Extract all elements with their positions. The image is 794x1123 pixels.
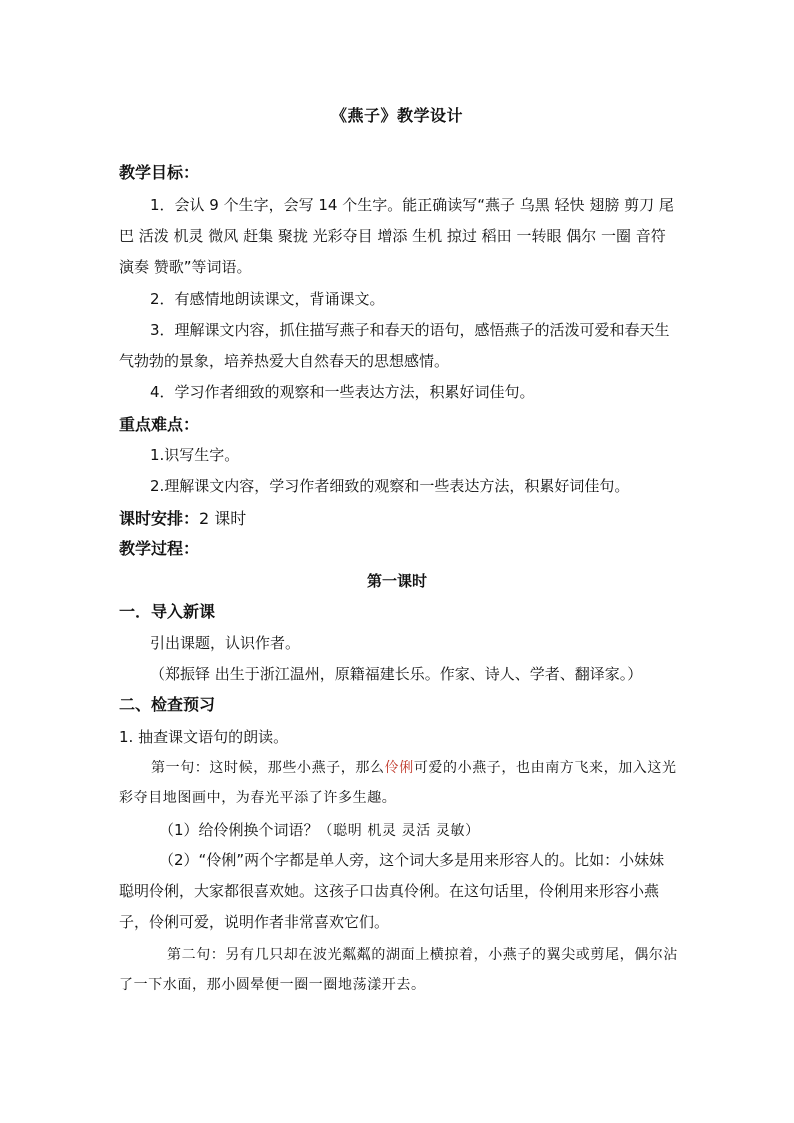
sentence-1-highlight: 伶俐 (384, 760, 414, 776)
sentence-1-pre: 第一句：这时候，那些小燕子，那么 (151, 760, 385, 776)
schedule-line (119, 509, 246, 529)
lesson-title: 第一课时 (366, 572, 427, 590)
keypoint-item-2: 2.理解课文内容，学习作者细致的观察和一些表达方法，积累好词佳句。 (150, 477, 630, 495)
goal-item-4: 4．学习作者细致的观察和一些表达方法，积累好词佳句。 (150, 383, 535, 401)
question-1-answer: （聪明 机灵 灵活 灵敏） (318, 823, 480, 839)
keypoint-item-1: 1.识写生字。 (150, 446, 240, 464)
goal-item-2: 2．有感情地朗读课文，背诵课文。 (150, 290, 385, 308)
goals-heading: 教学目标： (119, 163, 200, 182)
goal-item-1: 1．会认 9 个生字，会写 14 个生字。能正确读写“燕子 乌黑 轻快 翅膀 剪刀 尾巴 活泼 机灵 微风 赶集 聚拢 光彩夺目 增添 生机 掠过 稻田 一转眼 偶尔 一圈 音符 演奏 赞歌”等词语。 (119, 196, 674, 276)
sentence-1 (119, 753, 689, 813)
document-title: 《燕子》教学设计 (330, 106, 463, 125)
question-1 (119, 820, 719, 841)
process-heading: 教学过程： (119, 539, 200, 558)
part1-heading: 一．导入新课 (119, 602, 216, 621)
part2-item1: 1. 抽查课文语句的朗读。 (119, 728, 289, 746)
schedule-value: 2 课时 (199, 509, 247, 528)
schedule-heading: 课时安排： (119, 509, 200, 528)
question-2: （2）“伶俐”两个字都是单人旁，这个词大多是用来形容人的。比如：小妹妹聪明伶俐，大家都很喜欢她。这孩子口齿真伶俐。在这句话里，伶俐用来形容小燕子，伶俐可爱，说明作者非常喜欢它们。 (119, 851, 665, 931)
part1-line1: 引出课题，认识作者。 (150, 634, 301, 652)
sentence-1-post: 可爱的小燕子，也由南方飞来，加入这光彩夺目地图画中，为春光平添了许多生趣。 (119, 760, 677, 806)
part2-heading: 二、检查预习 (119, 695, 216, 714)
goal-item-3: 3．理解课文内容，抓住描写燕子和春天的语句，感悟燕子的活泼可爱和春天生气勃勃的景象，培养热爱大自然春天的思想感情。 (119, 321, 670, 370)
sentence-2: 第二句：另有几只却在波光粼粼的湖面上横掠着，小燕子的翼尖或剪尾，偶尔沾了一下水面，那小圆晕便一圈一圈地荡漾开去。 (119, 947, 678, 993)
question-1-text: （1）给伶俐换个词语？ (159, 821, 319, 839)
part1-line2: （郑振铎 出生于浙江温州，原籍福建长乐。作家、诗人、学者、翻译家。） (150, 665, 643, 683)
keypoints-heading: 重点难点： (119, 415, 200, 434)
